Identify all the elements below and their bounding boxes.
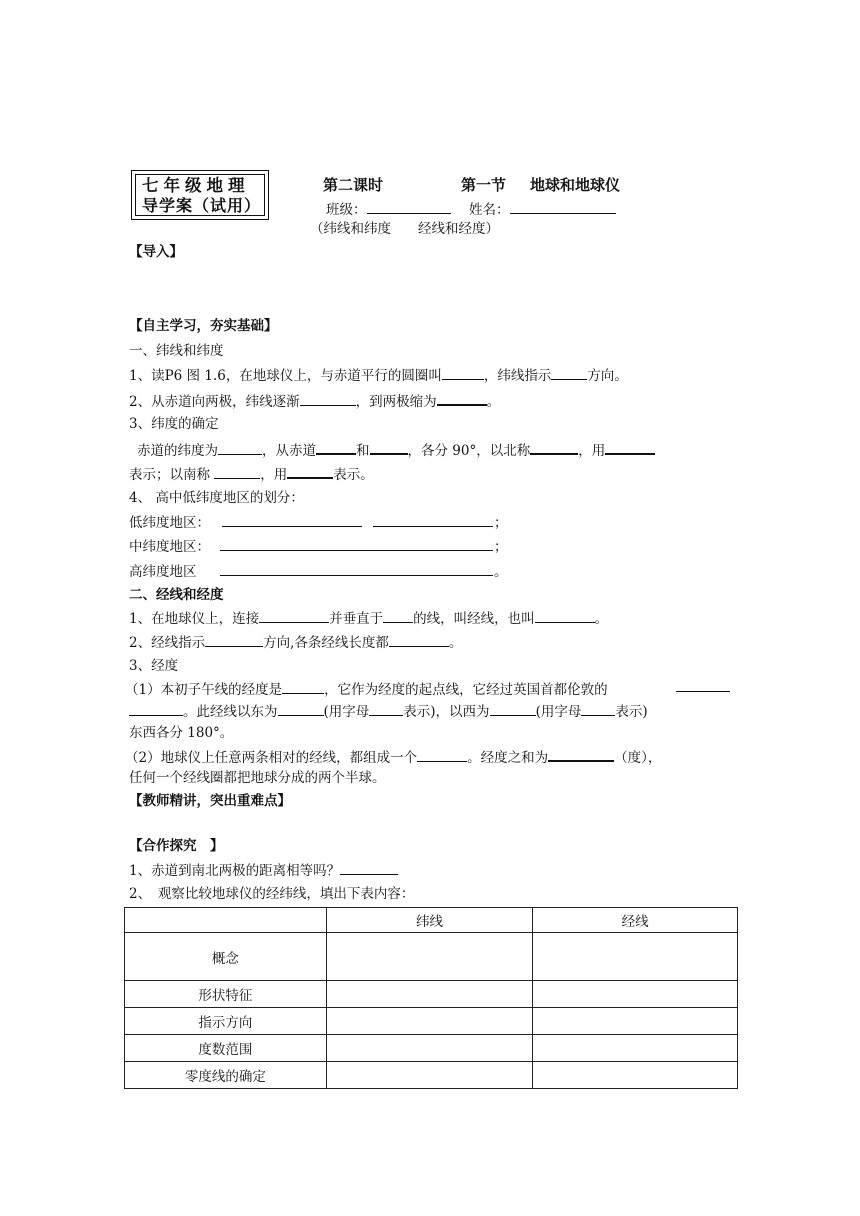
- high-latitude-row: [129, 563, 197, 581]
- answer-cell[interactable]: [533, 981, 738, 1008]
- answer-blank[interactable]: [417, 748, 467, 762]
- answer-blank[interactable]: [530, 440, 578, 455]
- text: 赤道的纬度为: [137, 443, 218, 459]
- answer-cell[interactable]: [533, 933, 738, 981]
- p2-question-2: [129, 633, 462, 652]
- text: 并垂直于: [329, 611, 384, 627]
- semicolon: ；: [494, 539, 508, 555]
- mid-latitude-row: [129, 538, 210, 556]
- p2-part-2-line1: [125, 747, 661, 767]
- text: 和: [356, 443, 370, 459]
- table-header-row: [125, 908, 738, 933]
- text: 的线，叫经线，也叫: [413, 611, 535, 627]
- coop-heading: 【合作探究 】: [129, 838, 224, 854]
- answer-blank[interactable]: [218, 441, 262, 455]
- answer-cell[interactable]: [533, 1035, 738, 1062]
- text: 。此经线以东为: [183, 704, 278, 720]
- name-blank[interactable]: [510, 200, 616, 214]
- answer-blank[interactable]: [490, 702, 536, 716]
- table-header-cell: [125, 908, 327, 933]
- text: 方向。: [587, 368, 628, 384]
- text: ，纬线指示: [483, 368, 552, 384]
- answer-cell[interactable]: [326, 1062, 533, 1089]
- self-study-heading: 【自主学习，夯实基础】: [129, 318, 278, 334]
- text: （1）本初子午线的经度是: [125, 682, 283, 698]
- row-label: 零度线的确定: [125, 1062, 327, 1089]
- table-row: [125, 1008, 738, 1035]
- p1-question-3: 3、纬度的确定: [129, 416, 219, 432]
- class-field: [326, 200, 451, 219]
- answer-blank[interactable]: [129, 702, 183, 716]
- text: ，到两极缩为: [355, 394, 437, 410]
- p2-part-1-line2: [129, 702, 648, 721]
- row-label: 概念: [125, 933, 327, 981]
- answer-blank[interactable]: [316, 440, 356, 455]
- table-row: [125, 933, 738, 981]
- text: 表示。: [333, 467, 374, 483]
- logo-line-1: 七年级地理: [142, 176, 250, 195]
- answer-cell[interactable]: [326, 1008, 533, 1035]
- period: 。: [494, 564, 508, 580]
- text: 1、在地球仪上，连接: [129, 611, 260, 627]
- logo-line-2: 导学案（试用）: [142, 196, 262, 215]
- answer-blank[interactable]: [383, 609, 413, 623]
- text: ，从赤道: [262, 443, 316, 459]
- text: 表示)，以西为: [403, 704, 490, 720]
- section-label: 第一节: [461, 176, 507, 194]
- part1-heading: 一、纬线和纬度: [129, 343, 224, 359]
- text: 2、从赤道向两极，纬线逐渐: [129, 394, 300, 410]
- answer-blank[interactable]: [259, 609, 329, 623]
- subtitle: （纬线和纬度 经线和经度）: [310, 221, 499, 237]
- text: 表示；以南称: [129, 467, 215, 483]
- answer-blank[interactable]: [581, 702, 615, 716]
- text: 表示): [615, 704, 648, 720]
- text: (用字母: [535, 704, 582, 720]
- table-row: [125, 1062, 738, 1089]
- answer-blank[interactable]: [442, 366, 484, 380]
- answer-blank[interactable]: [437, 391, 487, 406]
- answer-blank[interactable]: [282, 680, 324, 694]
- answer-blank[interactable]: [551, 366, 587, 380]
- text: ，它作为经度的起点线，它经过英国首都伦敦的: [324, 682, 608, 698]
- p2-part-2-line2: 任何一个经线圈都把地球分成的两个半球。: [129, 770, 386, 786]
- answer-cell[interactable]: [326, 1035, 533, 1062]
- teacher-heading: 【教师精讲，突出重难点】: [129, 793, 291, 809]
- text: 1、读P6 图 1.6，在地球仪上，与赤道平行的圆圈叫: [129, 368, 442, 384]
- p2-question-1: [129, 609, 608, 628]
- text: 高纬度地区: [129, 564, 197, 580]
- text: ，用: [578, 443, 606, 459]
- text: （2）地球仪上任意两条相对的经线，都组成一个: [125, 750, 418, 766]
- text: 中纬度地区：: [129, 539, 210, 555]
- p2-question-3: 3、经度: [129, 658, 179, 674]
- answer-blank[interactable]: [340, 861, 398, 875]
- class-blank[interactable]: [367, 200, 451, 214]
- row-label: 形状特征: [125, 981, 327, 1008]
- p2-part-1-line3: 东西各分 180°。: [129, 725, 234, 741]
- table-header-cell: 纬线: [326, 908, 533, 933]
- answer-blank[interactable]: [370, 440, 408, 455]
- answer-cell[interactable]: [533, 1008, 738, 1035]
- answer-blank[interactable]: [287, 464, 333, 479]
- text: （度），: [614, 750, 662, 766]
- p1-question-4: 4、 高中低纬度地区的划分：: [129, 490, 304, 506]
- p1-question-1: [129, 366, 628, 385]
- semicolon: ；: [494, 515, 508, 531]
- course-logo: [131, 170, 269, 220]
- answer-blank[interactable]: [278, 702, 324, 716]
- part2-heading: 二、经线和经度: [129, 587, 224, 603]
- lesson-label: 第二课时: [323, 176, 384, 194]
- answer-blank[interactable]: [369, 702, 403, 716]
- p1-question-2: [129, 391, 500, 411]
- intro-heading: 【导入】: [129, 244, 183, 260]
- p1-question-3-line2: [129, 464, 374, 484]
- answer-blank[interactable]: [205, 633, 263, 647]
- text: 方向,各条经线长度都: [263, 635, 389, 651]
- text: 。: [594, 611, 609, 627]
- text: 1、赤道到南北两极的距离相等吗？: [129, 863, 341, 879]
- answer-blank[interactable]: [389, 633, 449, 647]
- text: 。经度之和为: [467, 750, 549, 766]
- p1-question-3-line1: [137, 440, 655, 460]
- answer-cell[interactable]: [326, 933, 533, 981]
- p2-part-1-line1: [125, 680, 608, 699]
- answer-blank[interactable]: [548, 747, 614, 762]
- answer-blank[interactable]: [214, 465, 260, 479]
- page-title: 地球和地球仪: [530, 176, 621, 194]
- answer-blank[interactable]: [676, 691, 730, 692]
- row-label: 度数范围: [125, 1035, 327, 1062]
- table-row: [125, 981, 738, 1008]
- answer-blank[interactable]: [220, 575, 493, 576]
- name-label: 姓名：: [469, 202, 510, 218]
- answer-cell[interactable]: [533, 1062, 738, 1089]
- comparison-table: [124, 907, 738, 1089]
- text: 2、经线指示: [129, 635, 206, 651]
- coop-question-2: 2、 观察比较地球仪的经纬线，填出下表内容：: [129, 886, 415, 902]
- coop-question-1: [129, 861, 398, 880]
- table-row: [125, 1035, 738, 1062]
- name-field: [469, 200, 616, 219]
- text: ，各分 90°，以北称: [407, 443, 531, 459]
- text: 。: [448, 635, 463, 651]
- answer-blank[interactable]: [300, 392, 356, 406]
- text: 低纬度地区：: [129, 515, 210, 531]
- answer-blank[interactable]: [373, 526, 493, 527]
- answer-blank[interactable]: [222, 526, 362, 527]
- class-label: 班级：: [326, 202, 367, 218]
- answer-blank[interactable]: [535, 609, 595, 623]
- table-header-cell: 经线: [533, 908, 738, 933]
- answer-cell[interactable]: [326, 981, 533, 1008]
- text: (用字母: [323, 704, 370, 720]
- low-latitude-row: [129, 514, 210, 532]
- answer-blank[interactable]: [605, 440, 655, 455]
- answer-blank[interactable]: [220, 550, 493, 551]
- text: 。: [486, 394, 501, 410]
- text: ，用: [260, 467, 288, 483]
- row-label: 指示方向: [125, 1008, 327, 1035]
